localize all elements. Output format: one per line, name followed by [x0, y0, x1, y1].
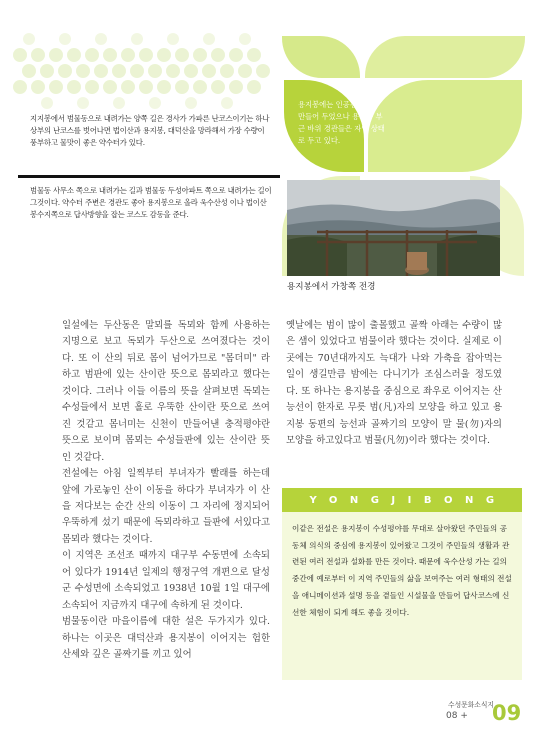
leaf-decoration-top-right — [365, 36, 525, 78]
photo-caption: 용지봉에서 가창쪽 전경 — [287, 282, 376, 292]
paragraph: 이 지역은 조선조 때까지 대구부 수동면에 소속되어 있다가 1914년 일제의 행정구역 개편으로 달성군 수성면에 소속되었고 1938년 10월 1일 대구에 소속되어 지금까지 대구에 속하게 된 것이다. — [62, 550, 270, 611]
landscape-photo — [287, 180, 500, 276]
footer-publication-label: 수성문화소식지 — [448, 701, 494, 709]
divider-rule — [18, 175, 280, 178]
paragraph: 범물동이란 마을이름에 대한 설은 두가지가 있다. 하나는 이곳은 대덕산과 용지봉이 이어지는 험한 산세와 깊은 골짜기를 끼고 있어 — [62, 616, 270, 661]
highlight-box — [282, 488, 522, 680]
article-column-right — [286, 318, 502, 450]
leaf-decoration-right — [368, 80, 522, 172]
paragraph: 전설에는 아침 일찍부터 부녀자가 빨래를 하는데 앞에 가로놓인 산이 이동을 하다가 부녀자가 이 산을 저다보는 순간 산의 이동이 그 자리에 정지되어 우뚝하게 섰기 때문에 독뫼라하고 들판에 서있다고 몸뫼라 했다는 것이다. — [62, 468, 270, 545]
footer-issue: 08 + — [446, 711, 468, 721]
paragraph: 옛날에는 범이 많이 출몰했고 골짝 아래는 수량이 많은 샘이 있었다고 범물이라 했다는 것이다. 실제로 이곳에는 70년대까지도 늑대가 나와 가축을 잡아먹는 일이 생길만큼 밤에는 다니기가 조심스러울 정도였다. 또 하나는 용지봉을 중심으로 좌우로 이어지는 산능선이 한자로 무릇 범(凡)자의 모양을 하고 있고 용지봉 동편의 능선과 골짜기의 모양이 말 물(勿)자의 모양을 하고있다고 범물(凡勿)이라 했다는 것이다. — [286, 320, 502, 447]
caption-bottom: 범물동 사무소 쪽으로 내려가는 길과 범물동 두성아파트 쪽으로 내려가는 길이 그것이다. 약수터 주변은 경관도 좋아 용지봉으로 올라 욱수산성 이나 법이산 봉수지쪽으로 답사방향을 잡는 코스도 감동을 준다. — [30, 186, 272, 219]
paragraph: 일설에는 두산동은 말뫼를 독뫼와 함께 사용하는 지명으로 보고 독뫼가 두산으로 쓰여졌다는 것이다. 또 이 산의 뒤로 몸이 넘어가므로 "몸더미" 라 하고 범판에 있는 산이란 뜻으로 몸뫼라고 했다는 것이다. 그러나 이들 이름의 뜻을 살펴보면 독뫼는 수성들에서 보면 홀로 우뚝한 산이란 뜻으로 쓰여진 것같고 몸너미는 신천이 만들어낸 충적평야란 뜻으로 보이며 몸뫼는 수성들판에 있는 산이란 뜻인 것같다. — [62, 320, 270, 463]
highlight-box-text: 이같은 전설은 용지봉이 수성평야를 무대로 살아왔던 주민들의 공동체 의식의 중심에 용지봉이 있어왔고 그것이 주민들의 생활과 관련된 여러 전설과 설화를 만든 것이다. 때문에 욱수산성 가는 길의 중간에 예로부터 이 지역 주민들의 삶을 보여주는 여러 형태의 전설을 애니메이션과 설명 등을 곁들인 시설물을 만들어 답사코스에 신선한 체험이 되게 해도 좋을 것이다. — [292, 524, 512, 617]
page-number: 09 — [492, 701, 522, 725]
leaf-caption: 용지봉에는 인공전망대를 만들어 두었으나 용지봉 부근 바위 경관들은 자연 상태로 두고 있다. — [298, 100, 385, 145]
leaf-decoration-top-left — [282, 36, 360, 78]
highlight-box-title: YONGJIBONG — [309, 494, 507, 506]
highlight-box-header — [282, 488, 522, 512]
article-column-left — [62, 318, 270, 664]
caption-top: 지지봉에서 범물동으로 내려가는 양쪽 길은 경사가 가파른 난코스이기는 하나 상부의 난코스를 벗어나면 법이산과 용지봉, 대덕산을 망라해서 가장 수량이 풍부하고 물맛이 좋은 약수터가 있다. — [30, 114, 270, 147]
